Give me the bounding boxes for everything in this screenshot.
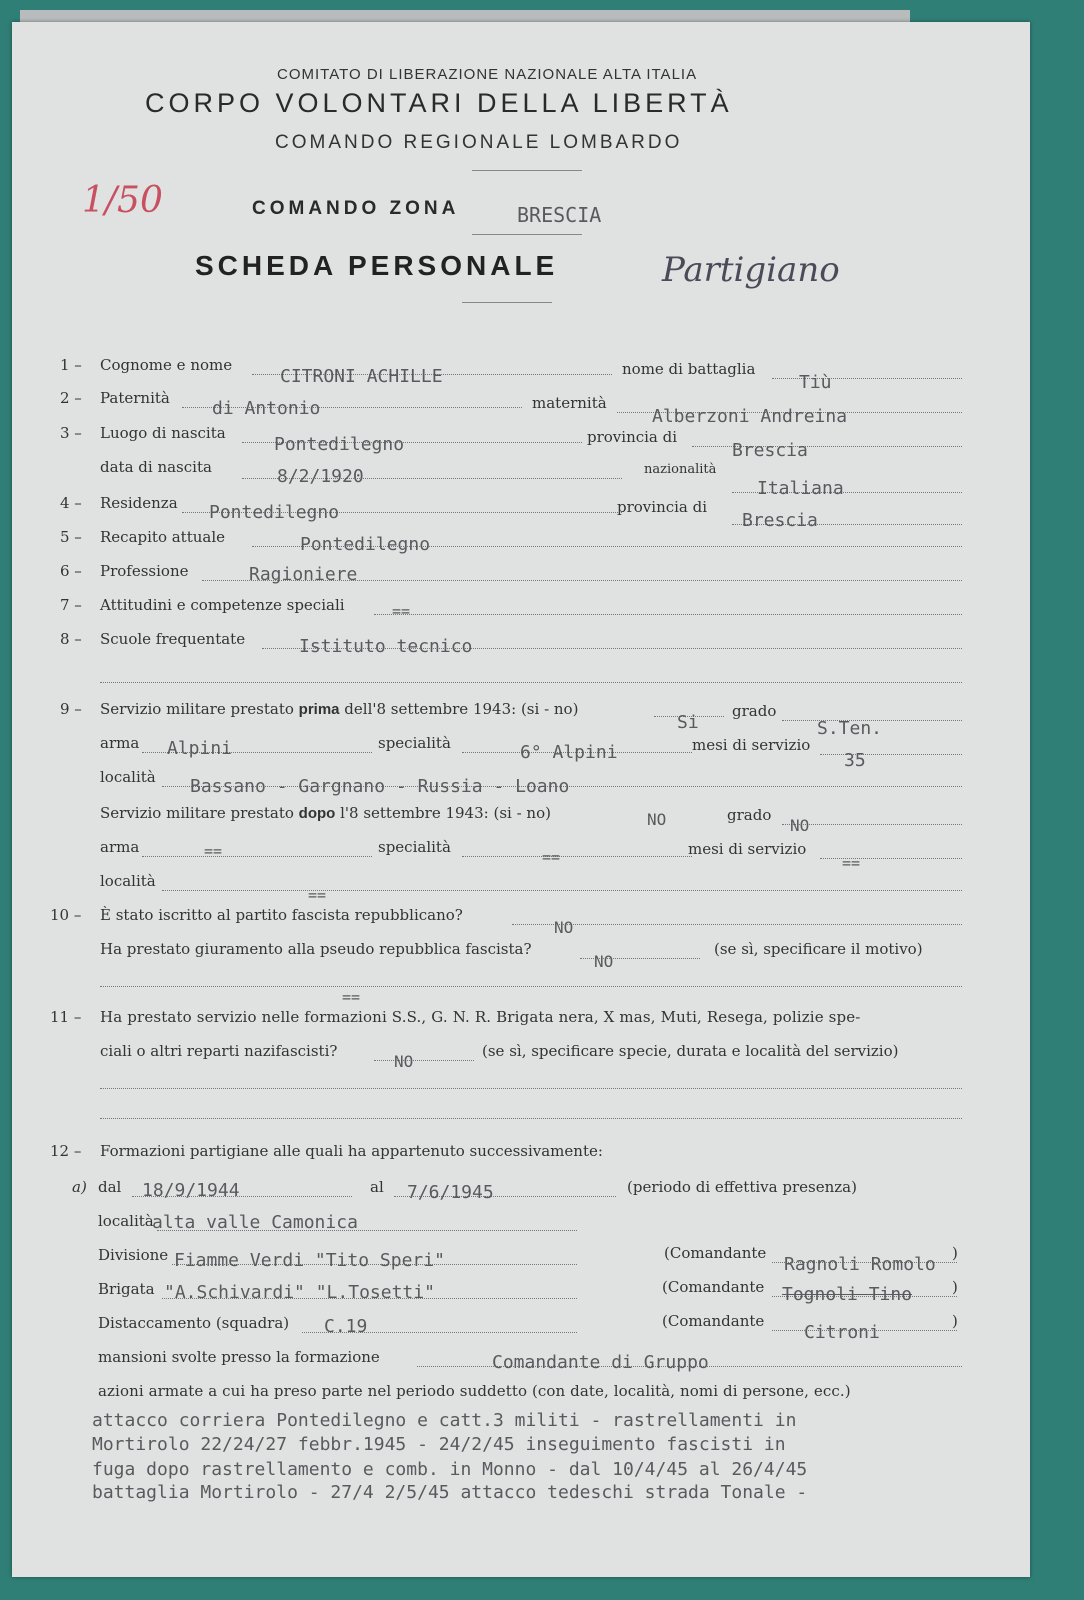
oath-note: (se sì, specificare il motivo) bbox=[714, 940, 923, 958]
birthdate-value: 8/2/1920 bbox=[277, 466, 364, 487]
field-number: 4 – bbox=[60, 494, 82, 512]
specialty2-value: == bbox=[542, 848, 561, 866]
corps-heading: CORPO VOLONTARI DELLA LIBERTÀ bbox=[145, 88, 733, 118]
margin-mark: 1/50 bbox=[82, 180, 163, 221]
nazi-service-answer: NO bbox=[394, 1052, 414, 1071]
title-divider bbox=[462, 302, 552, 303]
actions-line-4: battaglia Mortirolo - 27/4 2/5/45 attacco tedeschi strada Tonale - bbox=[92, 1482, 808, 1503]
handwritten-title: Partigiano bbox=[662, 250, 840, 290]
nationality-label: nazionalità bbox=[644, 462, 717, 477]
oath-question: Ha prestato giuramento alla pseudo repubblica fascista? bbox=[100, 940, 532, 958]
oath-answer: NO bbox=[594, 952, 614, 971]
specialty-label: specialità bbox=[378, 734, 451, 752]
zone-label: COMANDO ZONA bbox=[252, 198, 460, 219]
brigade-label: Brigata bbox=[98, 1280, 155, 1298]
skills-value: == bbox=[392, 602, 411, 620]
commander3-close: ) bbox=[952, 1312, 958, 1330]
detachment-value: C.19 bbox=[324, 1316, 368, 1337]
actions-label: azioni armate a cui ha preso parte nel periodo suddetto (con date, località, nomi di persone, ecc.) bbox=[98, 1382, 851, 1400]
rank2-value: NO bbox=[790, 816, 810, 835]
residence-province-value: Brescia bbox=[742, 510, 818, 531]
profession-value: Ragioniere bbox=[249, 564, 358, 585]
from-label: dal bbox=[98, 1178, 122, 1196]
months-value: 35 bbox=[844, 750, 866, 771]
paternity-label: Paternità bbox=[100, 389, 170, 407]
duties-label: mansioni svolte presso la formazione bbox=[98, 1348, 380, 1366]
rank-label: grado bbox=[732, 702, 777, 720]
field-number: 8 – bbox=[60, 630, 82, 648]
field-number: 2 – bbox=[60, 389, 82, 407]
personal-record-sheet bbox=[12, 22, 1030, 1577]
from-value: 18/9/1944 bbox=[142, 1180, 240, 1201]
schools-label: Scuole frequentate bbox=[100, 630, 246, 648]
birth-province-label: provincia di bbox=[587, 428, 678, 446]
commander1-close: ) bbox=[952, 1244, 958, 1262]
zone-divider bbox=[472, 234, 582, 235]
arm-label: arma bbox=[100, 734, 140, 752]
address-value: Pontedilegno bbox=[300, 534, 431, 555]
surname-name-label: Cognome e nome bbox=[100, 356, 233, 374]
partisan-formations-label: Formazioni partigiane alle quali ha appartenuto successivamente: bbox=[100, 1142, 603, 1160]
item-a: a) bbox=[72, 1178, 87, 1196]
actions-line-2: Mortirolo 22/24/27 febbr.1945 - 24/2/45 inseguimento fascisti in bbox=[92, 1434, 786, 1455]
service-after-value: NO bbox=[647, 810, 667, 829]
arm2-value: == bbox=[204, 842, 223, 860]
field-number: 7 – bbox=[60, 596, 82, 614]
commander2-value: Tognoli Tino bbox=[782, 1284, 913, 1305]
service-after-label: Servizio militare prestato dopo l'8 settembre 1943: (si - no) bbox=[100, 804, 551, 822]
to-value: 7/6/1945 bbox=[407, 1182, 494, 1203]
schools-value: Istituto tecnico bbox=[299, 636, 473, 657]
service-before-label: Servizio militare prestato prima dell'8 settembre 1943: (si - no) bbox=[100, 700, 579, 718]
paternity-value: di Antonio bbox=[212, 398, 321, 419]
arm-value: Alpini bbox=[167, 738, 233, 759]
birth-province-value: Brescia bbox=[732, 440, 808, 461]
field-number: 11 – bbox=[50, 1008, 82, 1026]
detachment-label: Distaccamento (squadra) bbox=[98, 1314, 290, 1332]
service-before-value: Si bbox=[677, 712, 699, 733]
specialty2-label: specialità bbox=[378, 838, 451, 856]
zone-value: BRESCIA bbox=[517, 203, 602, 227]
commander2-label: (Comandante bbox=[662, 1278, 765, 1296]
birthplace-value: Pontedilegno bbox=[274, 434, 405, 455]
nationality-value: Italiana bbox=[757, 478, 844, 499]
oath-reason: == bbox=[342, 988, 361, 1006]
profession-label: Professione bbox=[100, 562, 189, 580]
committee-heading: COMITATO DI LIBERAZIONE NAZIONALE ALTA ITALIA bbox=[277, 66, 698, 83]
location-value: Bassano - Gargnano - Russia - Loano bbox=[190, 776, 570, 797]
residence-province-label: provincia di bbox=[617, 498, 708, 516]
residence-label: Residenza bbox=[100, 494, 178, 512]
commander3-value: Citroni bbox=[804, 1322, 880, 1343]
fascist-party-answer: NO bbox=[554, 918, 574, 937]
rank2-label: grado bbox=[727, 806, 772, 824]
maternity-label: maternità bbox=[532, 394, 607, 412]
actions-line-3: fuga dopo rastrellamento e comb. in Monno - dal 10/4/45 al 26/4/45 bbox=[92, 1459, 808, 1480]
period-note: (periodo di effettiva presenza) bbox=[627, 1178, 857, 1196]
battle-name-label: nome di battaglia bbox=[622, 360, 756, 378]
nazi-service-note: (se sì, specificare specie, durata e località del servizio) bbox=[482, 1042, 899, 1060]
actions-line-1: attacco corriera Pontedilegno e catt.3 militi - rastrellamenti in bbox=[92, 1410, 797, 1431]
field-number: 10 – bbox=[50, 906, 82, 924]
location2-value: == bbox=[308, 886, 327, 904]
fascist-party-question: È stato iscritto al partito fascista repubblicano? bbox=[100, 906, 463, 924]
commander2-close: ) bbox=[952, 1278, 958, 1296]
address-label: Recapito attuale bbox=[100, 528, 226, 546]
duties-value: Comandante di Gruppo bbox=[492, 1352, 709, 1373]
specialty-value: 6° Alpini bbox=[520, 742, 618, 763]
field-number: 1 – bbox=[60, 356, 82, 374]
surname-name-value: CITRONI ACHILLE bbox=[280, 366, 443, 387]
months-label: mesi di servizio bbox=[692, 736, 811, 754]
commander3-label: (Comandante bbox=[662, 1312, 765, 1330]
birthplace-label: Luogo di nascita bbox=[100, 424, 226, 442]
nazi-service-question-cont: ciali o altri reparti nazifascisti? bbox=[100, 1042, 338, 1060]
nazi-service-question: Ha prestato servizio nelle formazioni S.S., G. N. R. Brigata nera, X mas, Muti, Resega, polizie spe- bbox=[100, 1008, 861, 1026]
division-value: Fiamme Verdi "Tito Speri" bbox=[174, 1250, 445, 1271]
page-title: SCHEDA PERSONALE bbox=[195, 250, 559, 281]
regional-heading: COMANDO REGIONALE LOMBARDO bbox=[275, 132, 683, 153]
field-number: 9 – bbox=[60, 700, 82, 718]
brigade-value: "A.Schivardi" "L.Tosetti" bbox=[164, 1282, 435, 1303]
location2-label: località bbox=[100, 872, 156, 890]
to-label: al bbox=[370, 1178, 384, 1196]
commander1-label: (Comandante bbox=[664, 1244, 767, 1262]
rank-value: S.Ten. bbox=[817, 718, 883, 739]
header-divider bbox=[472, 170, 582, 171]
field-number: 6 – bbox=[60, 562, 82, 580]
field-number: 12 – bbox=[50, 1142, 82, 1160]
months2-label: mesi di servizio bbox=[688, 840, 807, 858]
arm2-label: arma bbox=[100, 838, 140, 856]
field-number: 3 – bbox=[60, 424, 82, 442]
skills-label: Attitudini e competenze speciali bbox=[100, 596, 345, 614]
field-number: 5 – bbox=[60, 528, 82, 546]
commander1-value: Ragnoli Romolo bbox=[784, 1254, 936, 1275]
birthdate-label: data di nascita bbox=[100, 458, 212, 476]
battle-name-value: Tiù bbox=[799, 372, 832, 393]
residence-value: Pontedilegno bbox=[209, 502, 340, 523]
maternity-value: Alberzoni Andreina bbox=[652, 406, 848, 427]
formation-location-value: alta valle Camonica bbox=[152, 1212, 358, 1233]
division-label: Divisione bbox=[98, 1246, 169, 1264]
formation-location-label: località bbox=[98, 1212, 154, 1230]
location-label: località bbox=[100, 768, 156, 786]
months2-value: == bbox=[842, 854, 861, 872]
